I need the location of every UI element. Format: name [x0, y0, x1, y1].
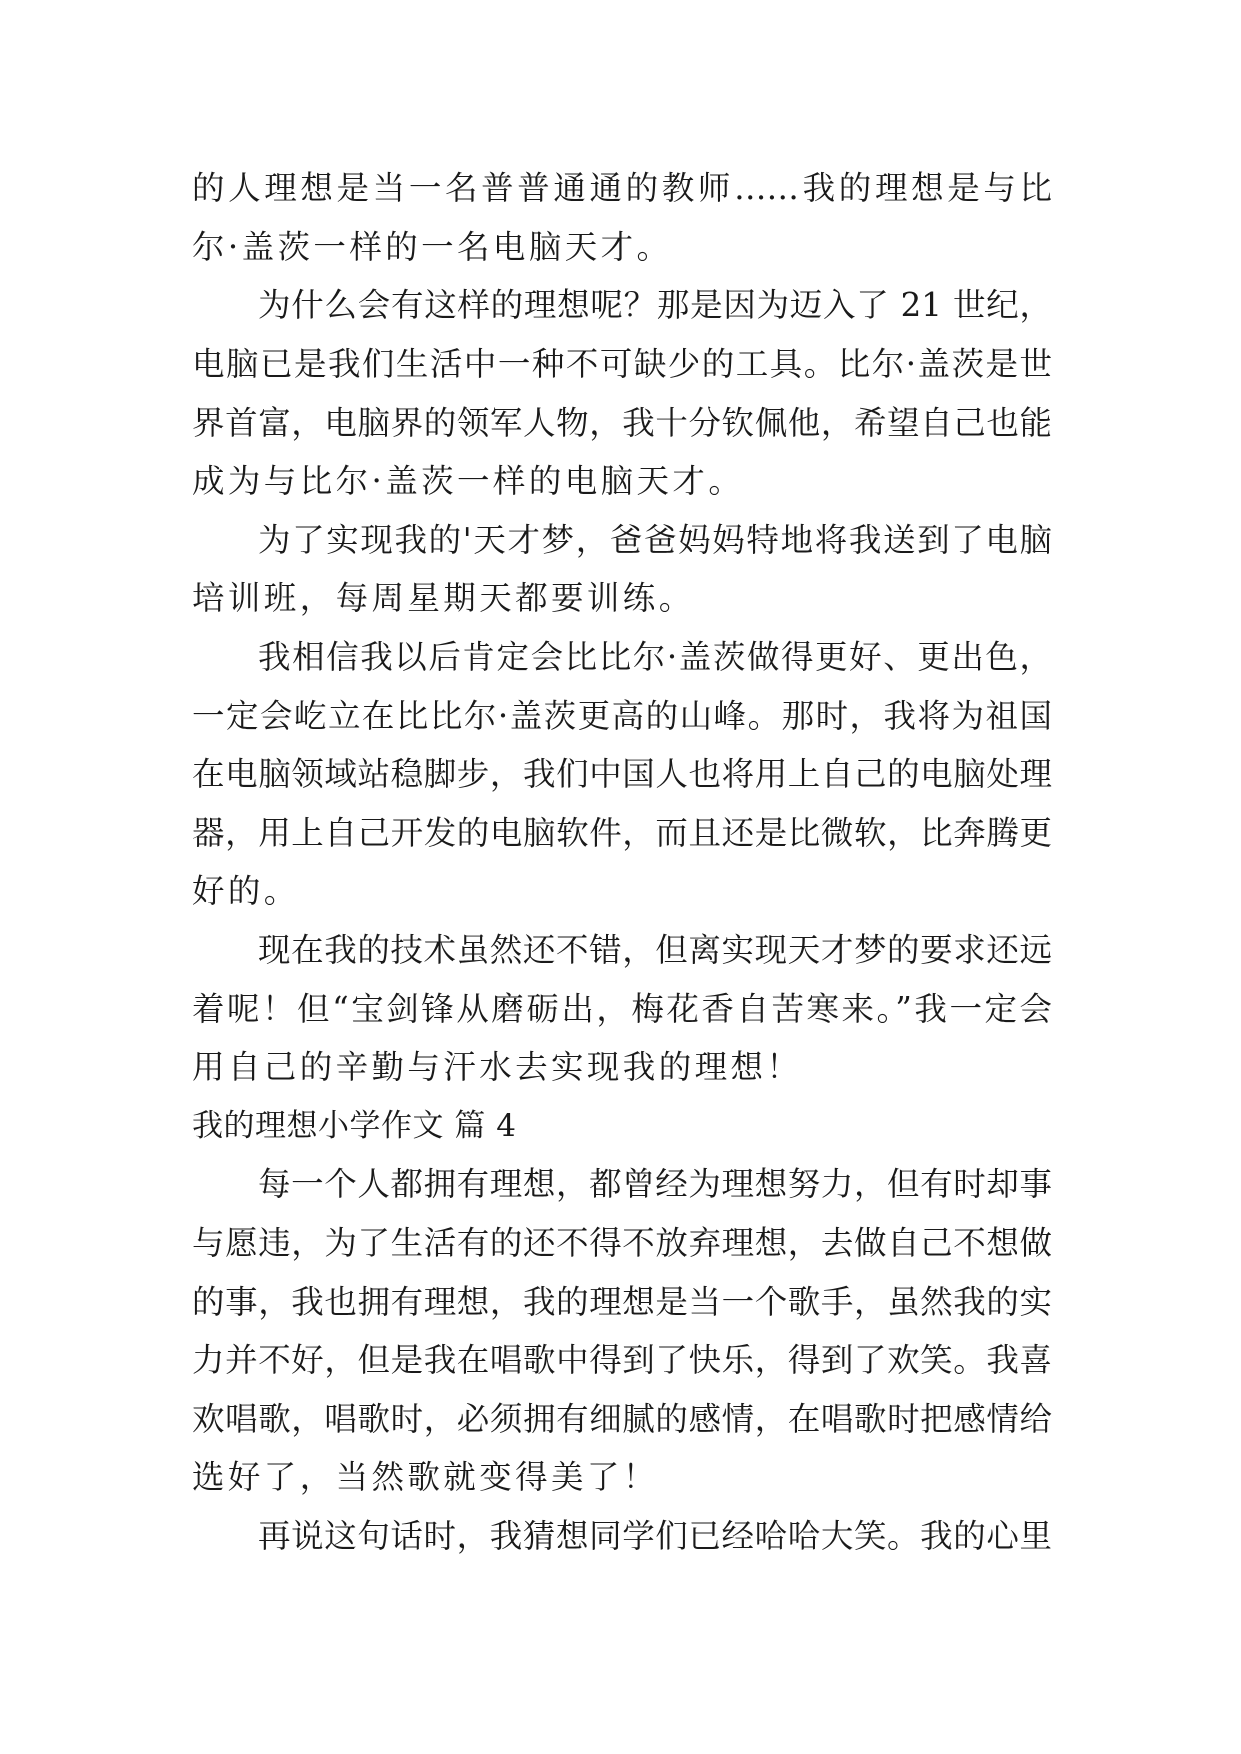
line-text: 为什么会有这样的理想呢？那是因为迈入了 21 世纪，: [258, 286, 1052, 324]
text-line: [0, 1330, 1241, 1390]
text-line: [0, 744, 1241, 804]
line-text: 界首富，电脑界的领军人物，我十分钦佩他，希望自己也能: [192, 404, 1052, 442]
text-line: [0, 861, 1241, 921]
line-text: 欢唱歌，唱歌时，必须拥有细腻的感情，在唱歌时把感情给: [192, 1400, 1052, 1438]
section-heading-text: 我的理想小学作文 篇 4: [192, 1108, 517, 1144]
line-text: 我相信我以后肯定会比比尔·盖茨做得更好、更出色，: [258, 638, 1052, 676]
text-line: [0, 451, 1241, 511]
text-line: [0, 920, 1241, 980]
line-text: 好的。: [192, 872, 300, 910]
text-line: [0, 1037, 1241, 1097]
line-text: 器，用上自己开发的电脑软件，而且还是比微软，比奔腾更: [192, 814, 1052, 852]
text-line: [0, 627, 1241, 687]
line-text: 培训班，每周星期天都要训练。: [192, 579, 695, 617]
line-text: 一定会屹立在比比尔·盖茨更高的山峰。那时，我将为祖国: [192, 697, 1052, 735]
line-text: 力并不好，但是我在唱歌中得到了快乐，得到了欢笑。我喜: [192, 1341, 1052, 1379]
line-text: 每一个人都拥有理想，都曾经为理想努力，但有时却事: [258, 1165, 1052, 1203]
text-line: [0, 275, 1241, 335]
text-line: [0, 217, 1241, 277]
text-line: [0, 510, 1241, 570]
line-text: 电脑已是我们生活中一种不可缺少的工具。比尔·盖茨是世: [192, 345, 1052, 383]
text-line: [0, 686, 1241, 746]
line-text: 着呢！但“宝剑锋从磨砺出，梅花香自苦寒来。”我一定会: [192, 990, 1052, 1028]
text-line: [0, 334, 1241, 394]
line-text: 的人理想是当一名普普通通的教师……我的理想是与比: [192, 169, 1052, 207]
section-heading: [0, 1096, 1241, 1156]
text-line: [0, 158, 1241, 218]
line-text: 尔·盖茨一样的一名电脑天才。: [192, 228, 673, 266]
text-line: [0, 1506, 1241, 1566]
line-text: 在电脑领域站稳脚步，我们中国人也将用上自己的电脑处理: [192, 755, 1052, 793]
line-text: 成为与比尔·盖茨一样的电脑天才。: [192, 462, 745, 500]
text-line: [0, 1272, 1241, 1332]
text-line: [0, 1213, 1241, 1273]
text-line: [0, 1447, 1241, 1507]
text-line: [0, 1154, 1241, 1214]
text-line: [0, 393, 1241, 453]
line-text: 再说这句话时，我猜想同学们已经哈哈大笑。我的心里: [258, 1517, 1052, 1555]
text-line: [0, 803, 1241, 863]
text-line: [0, 979, 1241, 1039]
line-text: 的事，我也拥有理想，我的理想是当一个歌手，虽然我的实: [192, 1283, 1052, 1321]
line-text: 选好了，当然歌就变得美了！: [192, 1458, 659, 1496]
line-text: 与愿违，为了生活有的还不得不放弃理想，去做自己不想做: [192, 1224, 1052, 1262]
line-text: 为了实现我的'天才梦，爸爸妈妈特地将我送到了电脑: [258, 521, 1052, 559]
line-text: 用自己的辛勤与汗水去实现我的理想！: [192, 1048, 803, 1086]
text-line: [0, 568, 1241, 628]
line-text: 现在我的技术虽然还不错，但离实现天才梦的要求还远: [258, 931, 1052, 969]
text-line: [0, 1389, 1241, 1449]
